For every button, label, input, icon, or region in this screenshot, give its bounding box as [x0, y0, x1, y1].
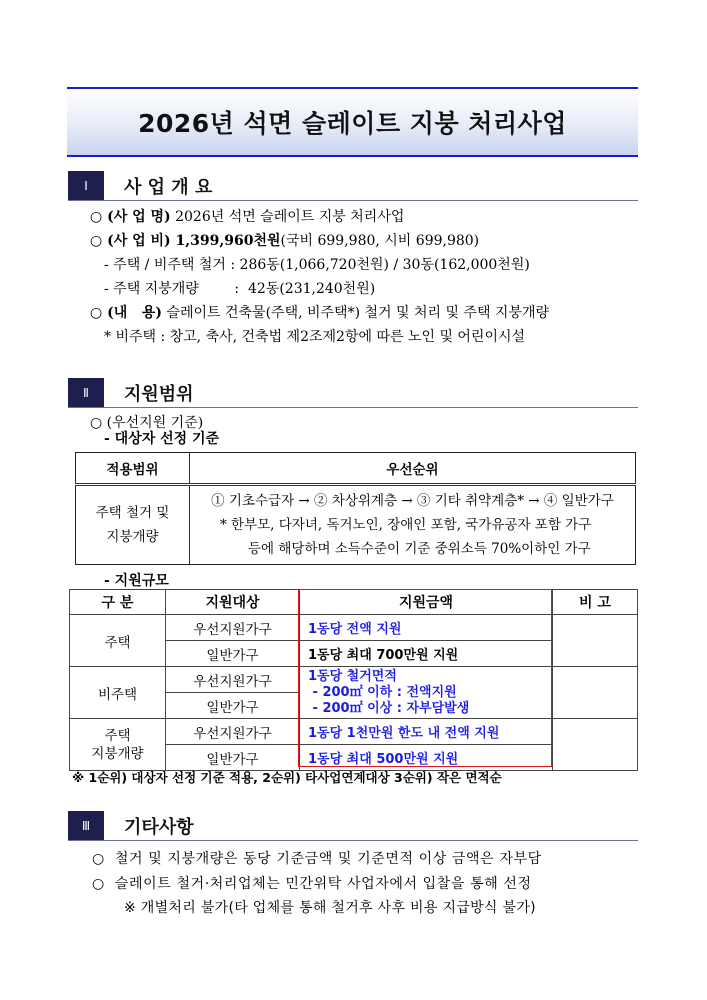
priority-note-2: 등에 해당하며 소득수준이 기준 중위소득 70%이하인 가구: [248, 541, 591, 557]
remarks-non-housing: [553, 667, 638, 719]
section-3-title: 기타사항: [124, 816, 194, 838]
priority-heading: ○ (우선지원 기준): [90, 415, 204, 431]
amount-housing-general: 1동당 최대 700만원 지원: [300, 641, 553, 667]
misc-note: ※ 개별처리 불가(타 업체를 통해 철거후 사후 비용 지급방식 불가): [124, 900, 536, 916]
scale-heading: - 지원규모: [104, 573, 169, 589]
col-target: 지원대상: [166, 590, 300, 615]
category-housing: 주택: [70, 615, 166, 667]
target-priority: 우선지원가구: [166, 615, 300, 641]
section-1-number: Ⅰ: [68, 171, 104, 200]
project-content-label: ○ (내 용): [90, 305, 163, 321]
remarks-roof: [553, 719, 638, 771]
support-scale-table: [69, 589, 638, 771]
selection-criteria-table: [75, 452, 636, 565]
criteria-heading: - 대상자 선정 기준: [104, 431, 220, 447]
amount-non-housing-line-2: - 200㎡ 이하 : 전액지원: [308, 684, 457, 700]
project-content-line: [90, 304, 549, 322]
remarks-housing: [553, 615, 638, 667]
section-2-number: Ⅱ: [68, 378, 104, 407]
document-title: 2026년 석면 슬레이트 지붕 처리사업: [138, 109, 567, 138]
col-remarks: 비 고: [553, 590, 638, 615]
col-amount: 지원금액: [300, 590, 553, 615]
cost-roof-line: - 주택 지붕개량 : 42동(231,240천원): [104, 281, 376, 297]
col-scope: 적용범위: [76, 453, 190, 485]
section-3-header: [68, 811, 638, 841]
project-name-value: 2026년 석면 슬레이트 지붕 처리사업: [170, 209, 405, 225]
document-title-box: [67, 87, 638, 157]
project-name-label: ○ (사 업 명): [90, 209, 171, 225]
category-non-housing: 비주택: [70, 667, 166, 719]
target-priority: 우선지원가구: [166, 719, 300, 745]
category-roof: [70, 719, 166, 771]
misc-item-2: ○ 슬레이트 철거·처리업체는 민간위탁 사업자에서 입찰을 통해 선정: [92, 876, 532, 892]
section-1-title: 사 업 개 요: [124, 176, 213, 198]
scope-line-1: 주택 철거 및: [95, 505, 170, 521]
section-1-header: [68, 171, 638, 201]
category-roof-line-1: 주택: [104, 727, 131, 744]
target-general: 일반가구: [166, 745, 300, 771]
project-content-value: 슬레이트 건축물(주택, 비주택*) 철거 및 처리 및 주택 지붕개량: [162, 305, 550, 321]
priority-order: ① 기초수급자 → ② 차상위계층 → ③ 기타 취약계층* → ④ 일반가구: [211, 493, 614, 509]
cost-demolition-line: - 주택 / 비주택 철거 : 286동(1,066,720천원) / 30동(162,000천원): [104, 257, 530, 273]
amount-housing-priority: 1동당 전액 지원: [300, 615, 553, 641]
section-3-number: Ⅲ: [68, 811, 104, 840]
project-cost-label: ○ (사 업 비): [90, 233, 171, 249]
amount-non-housing-line-3: - 200㎡ 이상 : 자부담발생: [308, 700, 470, 716]
col-category: 구 분: [70, 590, 166, 615]
project-cost-detail: (국비 699,980, 시비 699,980): [280, 233, 480, 249]
target-priority: 우선지원가구: [166, 667, 300, 693]
section-2-title: 지원범위: [124, 383, 194, 405]
target-general: 일반가구: [166, 641, 300, 667]
amount-roof-priority: 1동당 1천만원 한도 내 전액 지원: [300, 719, 553, 745]
section-2-header: [68, 378, 638, 408]
amount-non-housing-line-1: 1동당 철거면적: [308, 668, 397, 684]
misc-item-1: ○ 철거 및 지붕개량은 동당 기준금액 및 기준면적 이상 금액은 자부담: [92, 851, 542, 867]
non-housing-note: * 비주택 : 창고, 축사, 건축법 제2조제2항에 따른 노인 및 어린이시설: [104, 329, 526, 345]
scale-note: ※ 1순위) 대상자 선정 기준 적용, 2순위) 타사업연계대상 3순위) 작은 면적순: [72, 770, 502, 785]
amount-non-housing: [300, 667, 553, 719]
amount-roof-general: 1동당 최대 500만원 지원: [300, 745, 553, 771]
category-roof-line-2: 지붕개량: [91, 745, 144, 762]
scope-cell: [76, 485, 190, 565]
priority-cell: [190, 485, 636, 565]
project-cost-line: [90, 232, 479, 250]
target-general: 일반가구: [166, 693, 300, 719]
col-priority: 우선순위: [190, 453, 636, 485]
scope-line-2: 지붕개량: [106, 529, 159, 545]
priority-note-1: * 한부모, 다자녀, 독거노인, 장애인 포함, 국가유공자 포함 가구: [220, 517, 592, 533]
project-cost-total: 1,399,960천원: [170, 233, 281, 249]
project-name-line: [90, 208, 404, 226]
